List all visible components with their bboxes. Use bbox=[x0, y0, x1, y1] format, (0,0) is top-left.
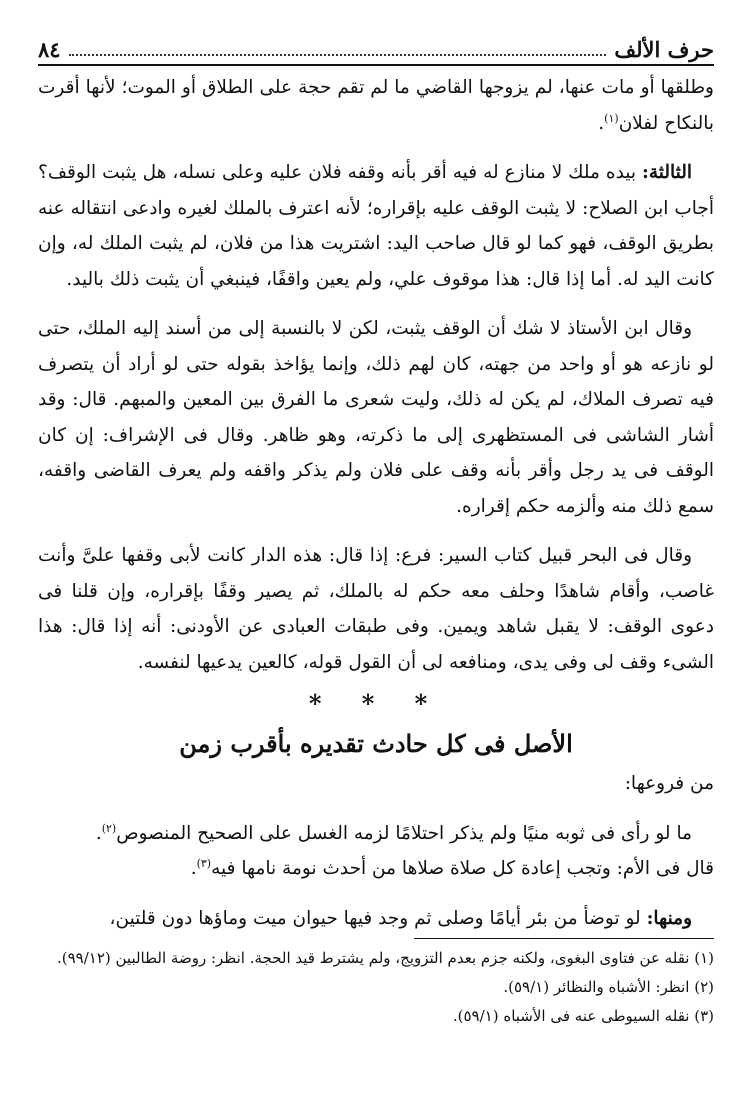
section-paragraph-1: ما لو رأى فى ثوبه منيًا ولم يذكر احتلامًا لزمه الغسل على الصحيح المنصوص$^{(٢)}$. bbox=[95, 821, 692, 844]
footnote-ref-1[interactable]: (١) bbox=[604, 111, 619, 125]
footnote-rule bbox=[414, 938, 714, 939]
paragraph-2: الثالثة: بيده ملك لا منازع له فيه أقر بأنه وقفه فلان عليه وعلى نسله، هل يثبت الوقف؟ أجاب ابن الصلاح: لا يثبت الوقف عليه بإقراره؛ لأنه اعترف بالملك لغيره وادعى انتقاله عنه بطريق الوقف، فهو كما لو قال صاحب اليد: اشتريت هذا من فلان، لم يثبت الملك له، وإن كانت اليد له. أما إذا قال: هذا موقوف علي، ولم يعين واقفًا، فينبغي أن يثبت ذلك باليد. bbox=[38, 162, 714, 290]
section-paragraph-3: ومنها: لو توضأ من بئر أيامًا وصلى ثم وجد فيها حيوان ميت وماؤها دون قلتين، bbox=[109, 907, 692, 929]
paragraph-lead: ومنها: bbox=[646, 907, 692, 929]
footnote-ref-2[interactable]: (٢) bbox=[101, 821, 117, 835]
paragraph-1: وطلقها أو مات عنها، لم يزوجها القاضي ما لم تقم حجة على الطلاق أو الموت؛ لأنها أقرت بالنكاح لفلان$^{(١)}$. bbox=[38, 77, 714, 134]
paragraph-lead: الثالثة: bbox=[642, 162, 692, 183]
paragraph-4: وقال فى البحر قبيل كتاب السير: فرع: إذا قال: هذه الدار كانت لأبى وقفها علىَّ وأنت غاصب، وأقام شاهدًا وحلف معه حكم له بالملك، ثم يصير وقفًا بإقراره، وإن قلنا فى دعوى الوقف: لا يقبل شاهد ويمين. وفى طبقات العبادى عن الأودنى: أنه إذا قال: هذا الشىء وقف لى وفى يدى، ومنافعه لى أن القول قوله، كالعين يدعيها لنفسه. bbox=[38, 545, 714, 673]
footnote-3: (٣) نقله السيوطى عنه فى الأشباه (٥٩/١). bbox=[452, 1007, 714, 1025]
chapter-title: حرف الألف bbox=[614, 37, 714, 62]
section-paragraph-2: قال فى الأم: وتجب إعادة كل صلاة صلاها من أحدث نومة نامها فيه$^{(٣)}$. bbox=[190, 856, 714, 879]
dot-leader bbox=[69, 36, 607, 56]
running-header bbox=[38, 30, 714, 66]
section-separator: * * * bbox=[308, 689, 444, 718]
section-intro: من فروعها: bbox=[624, 773, 714, 794]
paragraph-3: وقال ابن الأستاذ لا شك أن الوقف يثبت، لكن لا بالنسبة إلى من أسند إليه الملك، حتى لو نازعه هو أو واحد من جهته، كان لهم ذلك، وإنما يؤاخذ بقوله حتى لو أراد أن يتصرف فيه تصرف الملاك، لم يكن له ذلك، وليت شعرى ما الفرق بين المعين والمبهم. قال: وقد أشار الشاشى فى المستظهرى إلى ما ذكرته، وهو ظاهر. وقال فى الإشراف: إن كان الوقف فى يد رجل وأقر بأنه وقف على فلان ولم يذكر واقفه ولم يعرف القاضى واقفه، سمع ذلك منه وألزمه حكم إقراره. bbox=[38, 318, 714, 517]
page-number: ٨٤ bbox=[38, 37, 61, 62]
footnote-ref-3[interactable]: (٣) bbox=[196, 856, 212, 870]
footnotes bbox=[38, 944, 714, 1031]
section-heading: الأصل فى كل حادث تقديره بأقرب زمن bbox=[179, 729, 573, 758]
main-text bbox=[38, 70, 714, 939]
footnote-1: (١) نقله عن فتاوى البغوى، ولكنه جزم بعدم التزويج، ولم يشترط قيد الحجة. انظر: روضة الطالبين (٩٩/١٢). bbox=[56, 949, 714, 967]
footnote-2: (٢) انظر: الأشباه والنظائر (٥٩/١). bbox=[503, 978, 714, 996]
